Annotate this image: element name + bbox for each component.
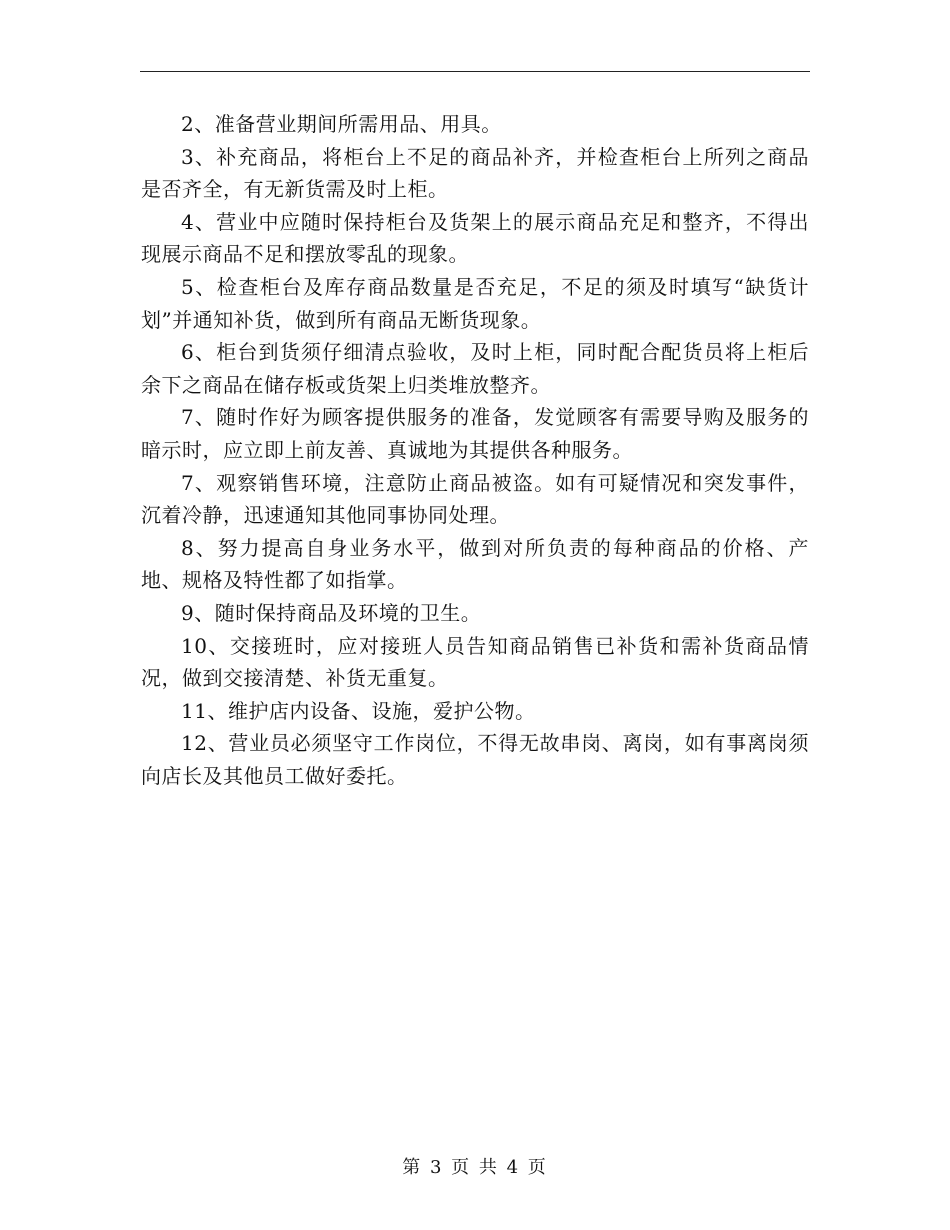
paragraph-item-3: 3、补充商品，将柜台上不足的商品补齐，并检查柜台上所列之商品是否齐全，有无新货需及时上柜。: [141, 144, 809, 202]
page-number-footer: 第 3 页 共 4 页: [402, 1157, 548, 1178]
paragraph-item-6: 6、柜台到货须仔细清点验收，及时上柜，同时配合配货员将上柜后余下之商品在储存板或货架上归类堆放整齐。: [141, 340, 809, 397]
paragraph-item-5: 5、检查柜台及库存商品数量是否充足，不足的须及时填写“缺货计划”并通知补货，做到所有商品无断货现象。: [141, 274, 809, 332]
document-body: [141, 108, 809, 792]
paragraph-item-4: 4、营业中应随时保持柜台及货架上的展示商品充足和整齐，不得出现展示商品不足和摆放零乱的现象。: [141, 209, 809, 267]
paragraph-item-2: 2、准备营业期间所需用品、用具。: [181, 112, 502, 136]
paragraph-item-7a: 7、随时作好为顾客提供服务的准备，发觉顾客有需要导购及服务的暗示时，应立即上前友善、真诚地为其提供各种服务。: [141, 405, 809, 462]
paragraph-item-9: 9、随时保持商品及环境的卫生。: [181, 600, 482, 625]
paragraph-item-12: 12、营业员必须坚守工作岗位，不得无故串岗、离岗，如有事离岗须向店长及其他员工做好委托。: [141, 731, 809, 788]
paragraph-item-8: 8、努力提高自身业务水平，做到对所负责的每种商品的价格、产地、规格及特性都了如指掌。: [141, 535, 809, 593]
paragraph-item-10: 10、交接班时，应对接班人员告知商品销售已补货和需补货商品情况，做到交接清楚、补货无重复。: [141, 633, 809, 691]
header-rule: [140, 71, 810, 72]
paragraph-item-11: 11、维护店内设备、设施，爱护公物。: [181, 698, 536, 723]
paragraph-item-7b: 7、观察销售环境，注意防止商品被盗。如有可疑情况和突发事件，沉着冷静，迅速通知其他同事协同处理。: [141, 470, 809, 528]
